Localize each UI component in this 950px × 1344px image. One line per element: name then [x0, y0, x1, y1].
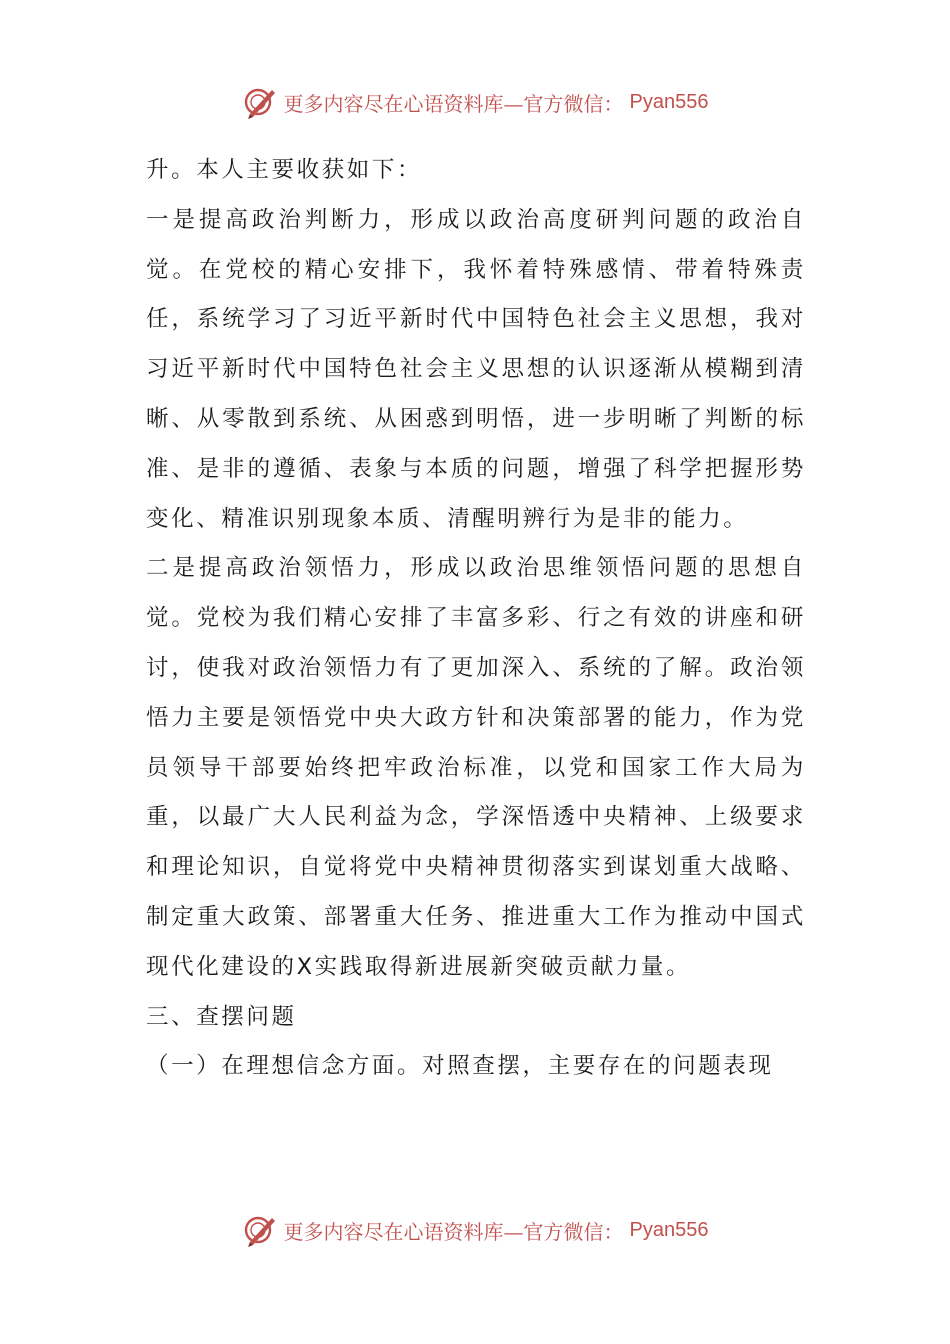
header-banner	[0, 82, 950, 122]
paragraph-intro: 升。本人主要收获如下：	[146, 157, 423, 183]
document-body	[146, 146, 806, 1092]
footer-banner	[0, 1210, 950, 1250]
paragraph-point-two: 二是提高政治领悟力，形成以政治思维领悟问题的思想自觉。党校为我们精心安排了丰富多彩、行之有效的讲座和研讨，使我对政治领悟力有了更加深入、系统的了解。政治领悟力主要是领悟党中央大政方针和决策部署的能力，作为党员领导干部要始终把牢政治标准，以党和国家工作大局为重，以最广大人民利益为念，学深悟透中央精神、上级要求和理论知识，自觉将党中央精神贯彻落实到谋划重大战略、制定重大政策、部署重大任务、推进重大工作为推动中国式现代化建设的X实践取得新进展新突破贡献力量。	[146, 555, 806, 980]
pen-circle-logo-icon	[242, 84, 278, 120]
footer-site-text: 更多内容尽在心语资料库—官方微信：	[283, 1219, 624, 1244]
footer-wechat-id: Pyan556	[629, 1218, 709, 1241]
paragraph-point-one: 一是提高政治判断力，形成以政治高度研判问题的政治自觉。在党校的精心安排下，我怀着特殊感情、带着特殊责任，系统学习了习近平新时代中国特色社会主义思想，我对习近平新时代中国特色社会主义思想的认识逐渐从模糊到清晰、从零散到系统、从困惑到明悟，进一步明晰了判断的标准、是非的遵循、表象与本质的问题，增强了科学把握形势变化、精准识别现象本质、清醒明辨行为是非的能力。	[146, 206, 806, 532]
header-wechat-id: Pyan556	[629, 90, 709, 113]
section-heading-problems: 三、查摆问题	[146, 1003, 297, 1030]
pen-circle-logo-icon	[242, 1212, 278, 1248]
header-site-text: 更多内容尽在心语资料库—官方微信：	[283, 91, 624, 116]
paragraph-ideals-beliefs: （一）在理想信念方面。对照查摆，主要存在的问题表现	[146, 1053, 774, 1080]
